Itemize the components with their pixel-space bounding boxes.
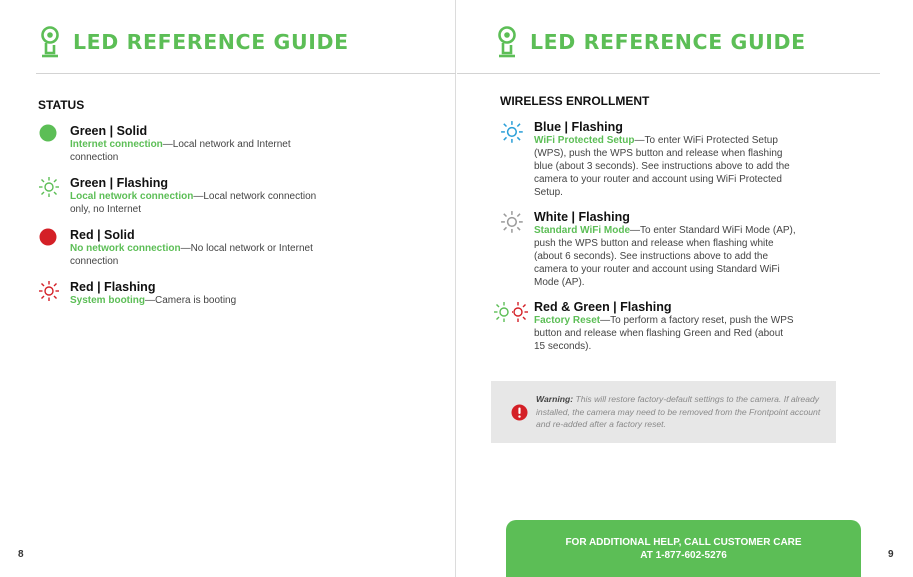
warning-exclamation-icon <box>511 404 528 421</box>
green-flashing-light-icon <box>38 176 62 200</box>
led-entry-blue-flashing: Blue | Flashing WiFi Protected Setup—To enter WiFi Protected Setup (WPS), push the WPS button and release when flashing blue (about 3 seconds). See instructions above to add the camera to your router and account using WiFi Protected Setup. <box>500 120 800 199</box>
page-title: LED REFERENCE GUIDE <box>530 30 806 54</box>
section-heading-wireless-enrollment: WIRELESS ENROLLMENT <box>500 94 650 108</box>
green-solid-dot-icon <box>38 124 60 146</box>
header-divider <box>36 73 456 74</box>
right-page <box>457 0 913 577</box>
red-flashing-light-icon <box>38 280 62 304</box>
page-title: LED REFERENCE GUIDE <box>73 30 349 54</box>
right-header <box>497 26 806 58</box>
led-entry-red-flashing: Red | Flashing System booting—Camera is booting <box>38 280 338 309</box>
customer-care-phone[interactable]: 1-877-602-5276 <box>655 550 727 561</box>
white-flashing-light-icon <box>500 210 526 236</box>
section-heading-status: STATUS <box>38 98 85 112</box>
warning-text: Warning: This will restore factory-default settings to the camera. If already installed, the camera may need to be removed from the Frontpoint account and re-added after a factory reset. <box>536 394 821 430</box>
left-page <box>0 0 456 577</box>
led-entry-red-solid: Red | Solid No network connection—No local network or Internet connection <box>38 228 348 268</box>
led-entry-white-flashing: White | Flashing Standard WiFi Mode—To enter Standard WiFi Mode (AP), push the WPS button and release when flashing white (about 6 seconds). See instructions above to add the camera to your router and account using Standard WiFi Mode (AP). <box>500 210 800 289</box>
red-solid-dot-icon <box>38 228 60 250</box>
customer-care-banner: FOR ADDITIONAL HELP, CALL CUSTOMER CARE AT 1-877-602-5276 <box>506 520 861 577</box>
led-entry-green-solid: Green | Solid Internet connection—Local network and Internet connection <box>38 124 338 164</box>
led-entry-red-green-flashing: Red & Green | Flashing Factory Reset—To perform a factory reset, push the WPS button and release when flashing Green and Red (about 15 seconds). <box>493 300 803 353</box>
warning-panel <box>491 381 836 443</box>
red-green-flashing-light-icon <box>493 300 531 326</box>
camera-logo-icon <box>497 26 517 58</box>
blue-flashing-light-icon <box>500 120 526 146</box>
page-number-right: 9 <box>888 549 894 560</box>
page-number-left: 8 <box>18 549 24 560</box>
left-header <box>40 26 349 58</box>
led-entry-green-flashing: Green | Flashing Local network connection—Local network connection only, no Internet <box>38 176 318 216</box>
header-divider <box>457 73 880 74</box>
camera-logo-icon <box>40 26 60 58</box>
customer-care-line: FOR ADDITIONAL HELP, CALL CUSTOMER CARE <box>565 537 802 548</box>
